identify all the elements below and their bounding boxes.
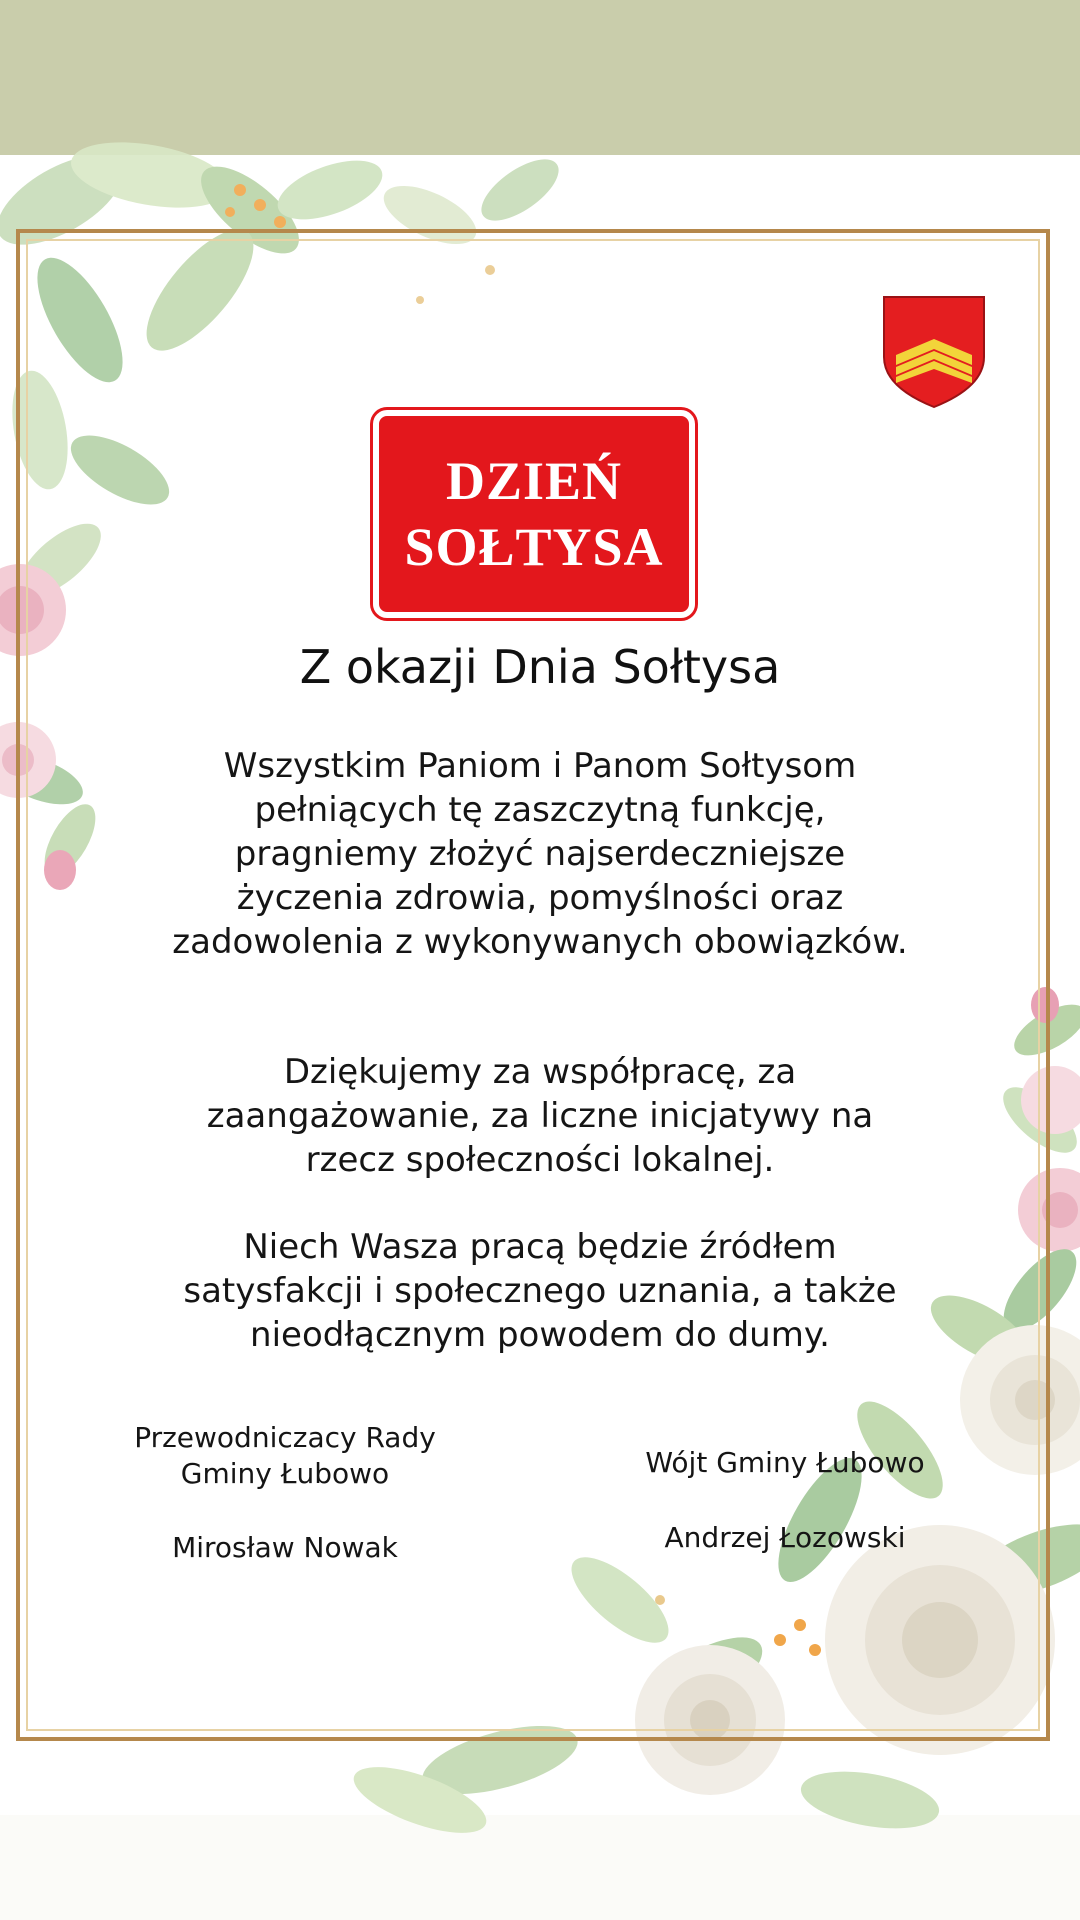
dzien-soltysa-sign <box>373 410 695 618</box>
coat-of-arms-icon <box>882 295 986 409</box>
greeting-paragraph-2: Dziękujemy za współpracę, za zaangażowanie, za liczne inicjatywy na rzecz społeczności lokalnej. <box>206 1052 874 1180</box>
left-signatory-name: Mirosław Nowak <box>172 1531 398 1564</box>
sign-line-1: DZIEŃ <box>445 451 623 511</box>
greeting-paragraph-3: Niech Wasza pracą będzie źródłem satysfakcji i społecznego uznania, a także nieodłącznym powodem do dumy. <box>183 1227 897 1355</box>
sign-line-2: SOŁTYSA <box>404 517 664 577</box>
left-signatory-title: Przewodniczacy Rady Gminy Łubowo <box>134 1421 436 1490</box>
right-signatory-title: Wójt Gminy Łubowo <box>645 1446 925 1479</box>
right-signatory-name: Andrzej Łozowski <box>664 1521 906 1554</box>
headline: Z okazji Dnia Sołtysa <box>299 640 781 694</box>
greeting-paragraph-1: Wszystkim Paniom i Panom Sołtysom pełniących tę zaszczytną funkcję, pragniemy złożyć najserdeczniejsze życzenia zdrowia, pomyślności oraz zadowolenia z wykonywanych obowiązków. <box>172 746 908 962</box>
